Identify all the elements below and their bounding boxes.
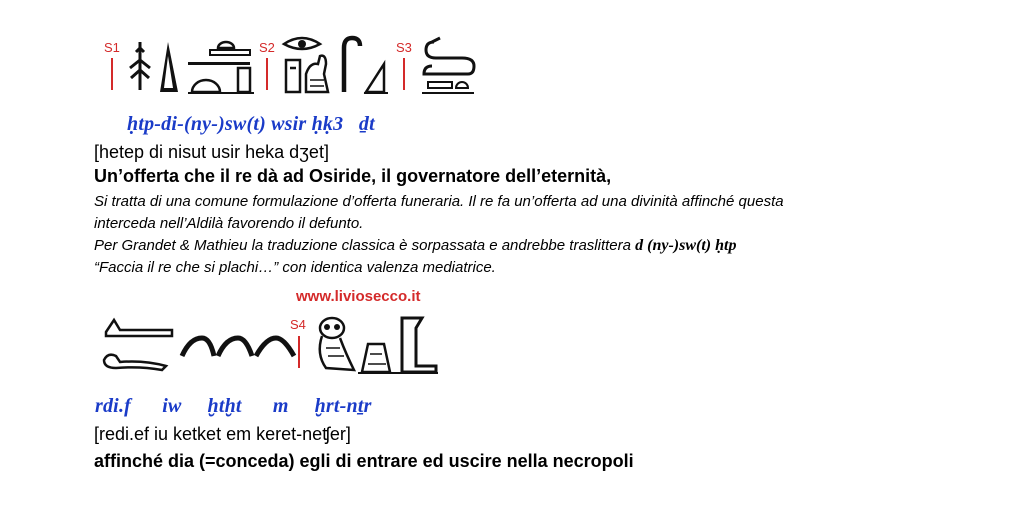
section-divider — [403, 58, 405, 90]
transliteration-line-1: ḥtp-di-(ny-)sw(t) wsir ḥḳ3 ḏt — [127, 113, 375, 135]
section-marker-s1: S1 — [104, 40, 120, 55]
hieroglyph-rdi-iw-hthht-icon — [100, 316, 300, 378]
hieroglyph-dt-serpent-icon — [418, 36, 478, 98]
commentary-line-with-translit — [94, 235, 994, 257]
website-url: www.liviosecco.it — [296, 288, 421, 305]
alternate-transliteration: d (ny-)sw(t) ḥtp — [635, 237, 737, 254]
section-divider — [298, 336, 300, 368]
hieroglyph-wsir-hk3-icon — [280, 34, 392, 96]
hieroglyph-m-hrt-ntr-icon — [310, 314, 440, 378]
phonetic-line-2: [redi.ef iu ketket em keret-neʧer] — [94, 424, 351, 444]
commentary-line: Si tratta di una comune formulazione d’offerta funeraria. Il re fa un’offerta ad una divinità affinché questa — [94, 193, 784, 210]
section-marker-s3: S3 — [396, 40, 412, 55]
commentary-line: “Faccia il re che si plachi…” con identica valenza mediatrice. — [94, 259, 496, 276]
commentary-text: Per Grandet & Mathieu la traduzione classica è sorpassata e andrebbe traslittera — [94, 237, 636, 254]
translation-line-1: Un’offerta che il re dà ad Osiride, il governatore dell’eternità, — [94, 166, 612, 186]
section-marker-s2: S2 — [259, 40, 275, 55]
section-divider — [111, 58, 113, 90]
hieroglyph-htp-di-nswt-icon — [126, 38, 276, 96]
transliteration-line-2: rdi.f iw ḫtḫt m ḫrt-nṯr — [95, 395, 372, 417]
translation-line-2: affinché dia (=conceda) egli di entrare ed uscire nella necropoli — [94, 451, 634, 471]
commentary-block — [94, 191, 994, 279]
commentary-line: interceda nell’Aldilà favorendo il defunto. — [94, 215, 364, 232]
section-divider — [266, 58, 268, 90]
section-marker-s4: S4 — [290, 317, 306, 332]
phonetic-line-1: [hetep di nisut usir heka dʒet] — [94, 142, 329, 162]
